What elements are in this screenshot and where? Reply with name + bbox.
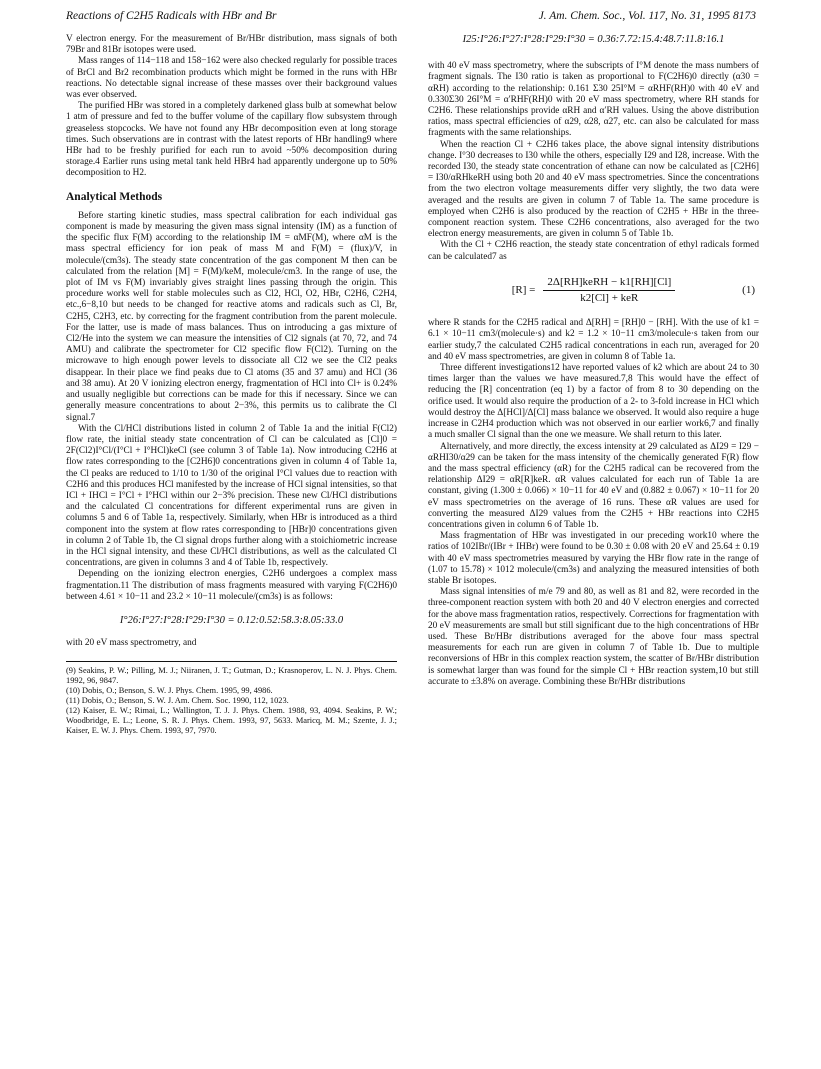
equation-fraction (543, 277, 675, 304)
paragraph: The purified HBr was stored in a completely darkened glass bulb at somewhat below 1 atm of pressure and fed to the buffer volume of the capillary flow subsystem through greaseless stopcocks. We have not found any HBr decomposition even at long storage times. Such observations are in contrast with the latest reports of HBr handling9 where HBr had to be freshly purified for each run to avoid ~50% decomposition during storage.4 Earlier runs using metal tank held HBr4 had apparently undergone up to 50% decomposition to H2. (66, 101, 397, 179)
paragraph: With the Cl + C2H6 reaction, the steady state concentration of ethyl radicals formed can be calculated7 as (428, 240, 759, 262)
paragraph: where R stands for the C2H5 radical and Δ[RH] = [RH]0 − [RH]. With the use of k1 = 6.1 × 10−11 cm3/(molecule·s) and k2 = 1.2 × 10−11 cm3/molecule·s taken from our earlier study,7 the calculated C2H5 radical concentrations in each run, averaged for 20 and 40 eV mass spectrometries, are given in column 8 of Table 1a. (428, 318, 759, 362)
paragraph: Mass fragmentation of HBr was investigated in our preceding work10 where the ratios of 102IBr/(IBr + IHBr) were found to be 0.30 ± 0.08 with 20 eV and 25.64 ± 0.19 with 40 eV mass spectrometries measured by varying the HBr flow rate in the range of (1.07 to 15.78) × 1012 molecule/(cm3s) and analyzing the measured intensities of both stable Br isotopes. (428, 531, 759, 586)
equation-numerator: 2Δ[RH]keRH − k1[RH][Cl] (543, 277, 675, 291)
reference: (11) Dobis, O.; Benson, S. W. J. Am. Chem. Soc. 1990, 112, 1023. (66, 696, 289, 706)
running-header (66, 10, 756, 28)
equation: I25:I°26:I°27:I°28:I°29:I°30 = 0.36:7.72:15.4:48.7:11.8:16.1 (462, 34, 725, 45)
paragraph: Alternatively, and more directly, the excess intensity at 29 calculated as ΔI29 = I29 − αRHI30/α29 can be taken for the mass intensity of the chemically generated F(R) flow and the mass spectral efficiency (αR) for the C2H5 radical can be recovered from the relationship ΔI29 = αR[R]keR. αR values calculated for each run of Table 1a are constant, giving (1.300 ± 0.066) × 10−11 for 40 eV and (0.882 ± 0.067) × 10−11 for 20 eV mass spectrometries on the average of 16 runs. These αR values are used for converting the measured ΔI29 values from the C2H5 + HBr reactions into C2H5 concentrations given in column 6 of Table 1b. (428, 441, 759, 530)
paragraph: Before starting kinetic studies, mass spectral calibration for each individual gas component is made by measuring the given mass signal intensity (IM) as a function of the specific flux F(M) according to the relationship IM = αMF(M), where αM is the mass spectral efficiency for ion peak of mass M and F(M) = (flux)/V, in molecule/(cm3s). The steady state concentration of the gas component M then can be calculated from the relation [M] = F(M)/keM, molecule/cm3. In the range of use, the plot of IM vs F(M) invariably gives straight lines passing through the origin. This procedure works well for stable molecules such as Cl2, HCl, O2, HBr, C2H6, C2H4, etc.,6−8,10 but needs to be changed for reactive atoms and radicals such as Cl, Br, C2H5, C2H3, etc. by correcting for the fragment contribution from the parent molecule. For the latter, use is made of mass balances. Thus on introducing a gas mixture of Cl2/He into the system we can measure the intensities of Cl2 signals (at 70, 72, and 74 AMU) and calibrate the spectrometer for Cl2 specific flow F(Cl2). Turning on the microwave to high enough power levels to dissociate all Cl2 we see the Cl2 peaks disappear. In their place we find peaks due to Cl atoms (35 and 37 amu) and HCl (36 and 38 amu). At 20 V ionizing electron energy, fragmentation of HCl into Cl+ is 0.24% and usually negligible but corrections can be made for this if necessary. Since we can generally measure concentrations to about 2−3%, this permits us to calibrate the Cl signal.7 (66, 210, 397, 423)
equation-denominator: k2[Cl] + keR (580, 292, 639, 305)
right-column (428, 34, 759, 688)
paragraph: When the reaction Cl + C2H6 takes place, the above signal intensity distributions change. I°30 decreases to I30 while the others, especially I29 and I28, increase. With the recorded I30, the steady state concentration of ethane can now be calculated as [C2H6] = I30/αRHkeRH using both 20 and 40 eV mass spectrometries. Since the concentrations from the two electron voltage measurements differ very slightly, the two data were averaged and the results are given in column 7 of Table 1a. The same procedure is employed when C2H6 is also produced by the reaction of C2H5 + HBr in the three-component reaction system. These C2H6 concentrations, also averaged for the two electron energy measurements, are given in column 5 of Table 1b. (428, 139, 759, 240)
paragraph: with 40 eV mass spectrometry, where the subscripts of I°M denote the mass numbers of fragment signals. The I30 ratio is taken as proportional to F(C2H6)0 directly (α30 = αRH) according to the relationship: 0.161 Σ30 25I°M = αRHF(RH)0 with 40 eV and 0.330Σ30 26I°M = α′RHF(RH)0 with 20 eV mass spectrometry, where RH stands for C2H6. These relationships provide αRH and α′RH values. Using the above distribution ratios, mass spectral efficiencies of α29, α28, α27, etc. can also be calculated for mass fragments with the same relationships. (428, 61, 759, 139)
left-column (66, 34, 397, 736)
paragraph: V electron energy. For the measurement of Br/HBr distribution, mass signals of both 79Br and 81Br isotopes were used. (66, 34, 397, 56)
paragraph: Three different investigations12 have reported values of k2 which are about 24 to 30 times larger than the values we have measured.7,8 This would have the effect of reducing the [R] concentration (eq 1) by a factor of from 8 to 30 depending on the orifice used. It would also require the production of a 2- to 3-fold increase in HCl which would destroy the Δ[HCl]/Δ[Cl] mass balance we observed. It would also require a huge increase in C2H4 production which was not observed in our earlier work6,7 and finally a much smaller Cl signal than the one we measure. We shall return to this later. (428, 363, 759, 441)
paragraph: with 20 eV mass spectrometry, and (66, 638, 197, 649)
section-heading: Analytical Methods (66, 190, 163, 203)
paragraph: With the Cl/HCl distributions listed in column 2 of Table 1a and the initial F(Cl2) flow rate, the initial steady state concentration of Cl can be calculated as [Cl]0 = 2F(Cl2)I°Cl/(I°Cl + I°HCl)keCl (see column 3 of Table 1a). Now introducing C2H6 at flow rates corresponding to the [C2H6]0 concentrations given in column 4 of Table 1a, the Cl peaks are reduced to 1/10 to 1/30 of the original I°Cl values due to reaction with C2H6 and this produces HCl manifested by the increase of HCl signal intensities, so that ICl + IHCl = I°Cl + I°HCl within our 2−3% precision. These new Cl/HCl distributions and the calculated Cl concentrations for different experimental runs are given in columns 5 and 6 of Table 1a, respectively. Similarly, when HBr is introduced as a third component into the system at flow rates corresponding to [HBr]0 concentrations given in column 2 of Table 1b, the Cl signal drops further along with a stoichiometric increase in the HCl signal intensity, and these Cl/HCl distributions, as well as the calculated Cl concentrations, are given in columns 3 and 4 of Table 1b, respectively. (66, 423, 397, 569)
equation-number: (1) (742, 283, 755, 296)
equation: I°26:I°27:I°28:I°29:I°30 = 0.12:0.52:58.3:8.05:33.0 (119, 614, 344, 626)
header-journal: J. Am. Chem. Soc., Vol. 117, No. 31, 1995 8173 (538, 10, 756, 22)
reference: (10) Dobis, O.; Benson, S. W. J. Phys. Chem. 1995, 99, 4986. (66, 686, 273, 696)
references (66, 661, 397, 736)
reference: (12) Kaiser, E. W.; Rimai, L.; Wallington, T. J. J. Phys. Chem. 1988, 93, 4094. Seakins, P. W.; Woodbridge, E. L.; Leone, S. R. J. Phys. Chem. 1993, 97, 5633. Maricq, M. M.; Szente, J. J.; Kaiser, E. W. J. Phys. Chem. 1993, 97, 7970. (66, 706, 397, 736)
reference: (9) Seakins, P. W.; Pilling, M. J.; Niiranen, J. T.; Gutman, D.; Krasnoperov, L. N. J. Phys. Chem. 1992, 96, 9847. (66, 666, 397, 686)
paragraph: Mass signal intensities of m/e 79 and 80, as well as 81 and 82, were recorded in the three-component reaction system with both 20 and 40 V electron energies and corrected for the above mass fragmentation ratios, respectively. Corrections for fragmentation with 20 eV measurements are small but still significant due to the high concentrations of HBr used. These Br/HBr distributions averaged for the above four mass spectral measurements for each run are given in column 7 of Table 1b. Due to multiple reconversions of HBr in this complex reaction system, the scatter of Br/HBr distribution is somewhat larger than was found for the simple Cl + HBr reaction system,10 but still accurate to ±3.8% on average. Combining these Br/HBr distributions (428, 587, 759, 687)
header-title: Reactions of C2H5 Radicals with HBr and Br (66, 10, 277, 22)
equation-1 (428, 277, 759, 304)
paragraph: Mass ranges of 114−118 and 158−162 were also checked regularly for possible traces of BrCl and Br2 recombination products which might be formed in the runs with HBr reactions. No detectable signal increase of these masses over their background values was ever observed. (66, 56, 397, 101)
equation-lhs: [R] = (511, 283, 536, 296)
paragraph: Depending on the ionizing electron energies, C2H6 undergoes a complex mass fragmentation.11 The distribution of mass fragments measured with varying F(C2H6)0 between 4.61 × 10−11 and 23.2 × 10−11 molecule/(cm3s) is as follows: (66, 569, 397, 602)
